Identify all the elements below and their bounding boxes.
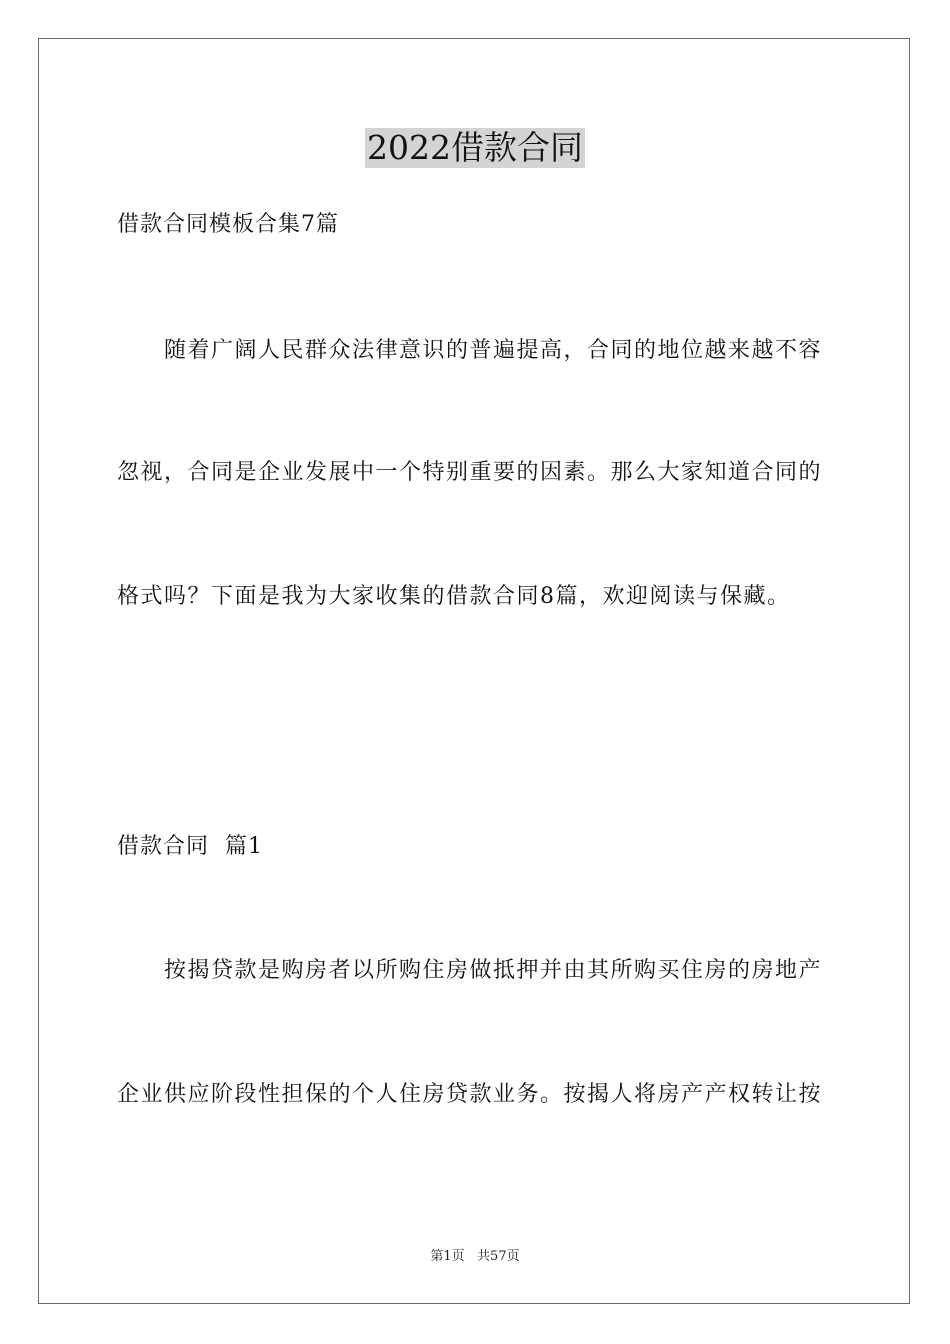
document-subtitle: 借款合同模板合集7篇 — [117, 212, 339, 237]
intro-paragraph-line-2: 忽视，合同是企业发展中一个特别重要的因素。那么大家知道合同的 — [117, 460, 823, 485]
section-paragraph-line-1: 按揭贷款是购房者以所购住房做抵押并由其所购买住房的房地产 — [164, 958, 823, 983]
title-container — [0, 128, 950, 168]
intro-paragraph-line-1: 随着广阔人民群众法律意识的普遍提高，合同的地位越来越不容 — [164, 338, 823, 363]
section-paragraph-line-2: 企业供应阶段性担保的个人住房贷款业务。按揭人将房产产权转让按 — [117, 1082, 823, 1107]
page-number-footer: 第1页 共57页 — [430, 1249, 520, 1264]
document-title: 2022借款合同 — [367, 128, 583, 167]
intro-paragraph-line-3: 格式吗？下面是我为大家收集的借款合同8篇，欢迎阅读与保藏。 — [117, 584, 791, 609]
section-heading: 借款合同 篇1 — [117, 834, 263, 859]
